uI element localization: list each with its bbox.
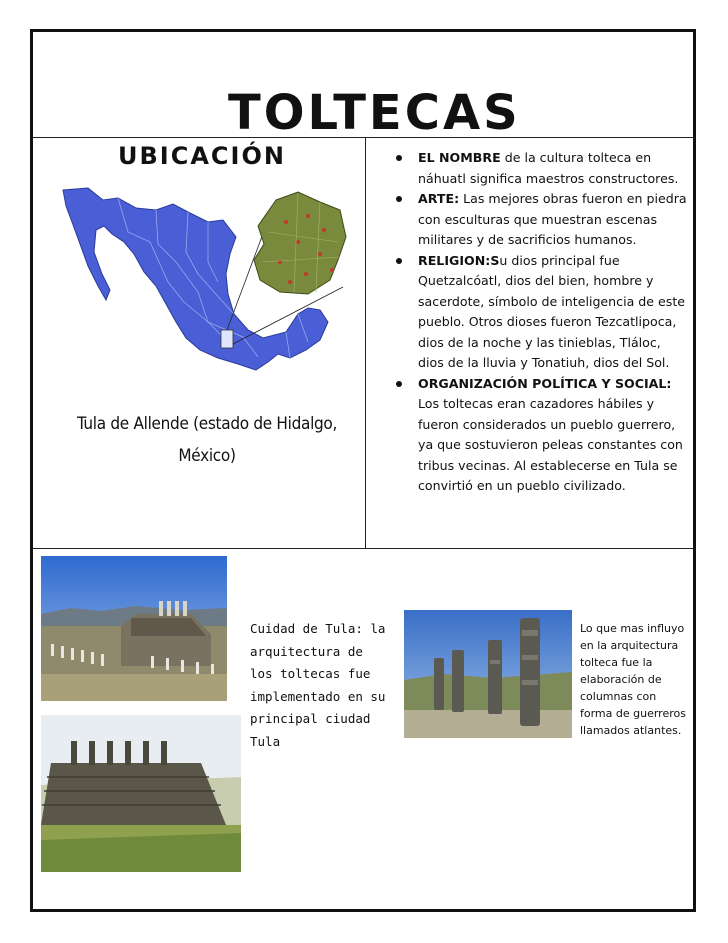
photo-atlantes — [404, 610, 572, 738]
info-text: u dios principal fue Quetzalcóatl, dios del bien, hombre y sacerdote, símbolo de inteligencia de este pueblo. Otros dioses fueron Tezcatlipoca, dios de la noche y las tinieblas, Tláloc, dios de la lluvia y Tonatiuh, dios del Sol. — [418, 252, 686, 370]
location-heading: UBICACIÓN — [118, 142, 286, 170]
info-item-nombre — [390, 148, 690, 189]
hidalgo-marker — [221, 330, 233, 348]
photo-tula-pyramid — [41, 715, 241, 872]
info-heading: RELIGION:S — [418, 252, 500, 268]
info-item-religion — [390, 251, 690, 374]
page-title: TOLTECAS — [228, 85, 521, 141]
bullet-icon — [396, 196, 402, 202]
info-text: Las mejores obras fueron en piedra con esculturas que muestran escenas militares y de sacrificios humanos. — [418, 191, 687, 247]
location-caption: Tula de Allende (estado de Hidalgo, México) — [76, 414, 338, 466]
info-heading: ARTE: — [418, 191, 460, 206]
mexico-map-illustration — [58, 182, 348, 382]
divider-vertical — [365, 137, 366, 548]
divider-middle — [33, 548, 693, 549]
info-text: Los toltecas eran cazadores hábiles y fueron considerados un pueblo guerrero, ya que sostuvieron peleas constantes con tribus vecinas. Al establecerse en Tula se convirtió en un pueblo civilizado. — [418, 396, 683, 493]
info-list — [390, 148, 690, 497]
bullet-icon — [396, 155, 402, 161]
info-item-organizacion — [390, 374, 690, 497]
mexico-map — [58, 182, 348, 382]
info-heading: EL NOMBRE — [418, 150, 501, 165]
middle-caption: Cuidad de Tula: la arquitectura de los toltecas fue implementado en su principal ciudad Tula — [250, 621, 386, 749]
info-text: de la cultura tolteca en náhuatl significa maestros constructores. — [418, 150, 679, 186]
info-item-arte — [390, 189, 690, 251]
photo-tula-temple — [41, 556, 227, 701]
bullet-icon — [396, 258, 402, 264]
hidalgo-inset — [254, 192, 346, 294]
right-caption: Lo que mas influyo en la arquitectura tolteca fue la elaboración de columnas con forma de guerreros llamados atlantes. — [580, 622, 686, 737]
bullet-icon — [396, 381, 402, 387]
info-heading: ORGANIZACIÓN POLÍTICA Y SOCIAL: — [418, 375, 672, 391]
